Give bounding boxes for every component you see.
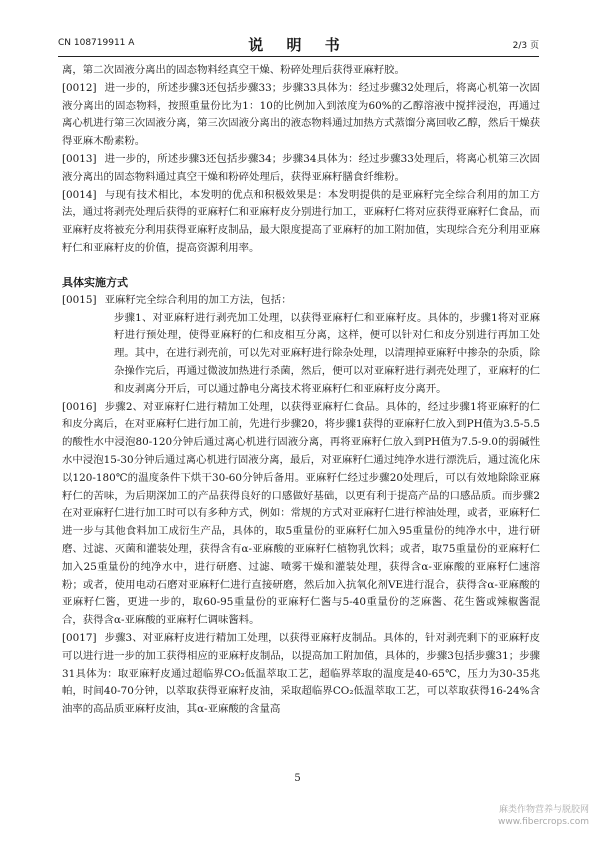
paragraph-0014 [62,187,540,258]
paragraph-text: 步骤2、对亚麻籽仁进行精加工处理，以获得亚麻籽仁食品。具体的，经过步骤1将亚麻籽的仁和皮分离后，在对亚麻籽仁进行加工前，先进行步骤20，将步骤1获得的亚麻籽仁放入到PH值为3.5-5.5的酸性水中浸泡80-120分钟后通过离心机进行固液分离，再将亚麻籽仁放入到PH值为7.5-9.0的弱碱性水中浸泡15-30分钟后通过离心机进行固液分离，最后，对亚麻籽仁通过纯净水进行漂洗后，通过流化床以120-180℃的温度条件下烘干30-60分钟后备用。亚麻籽仁经过步骤20处理后，可以有效地除除亚麻籽仁的苦味，为后期深加工的产品获得良好的口感做好基础，以更有利于提高产品的口感品质。而步骤2在对亚麻籽仁进行加工时可以有多种方式，例如：常规的方式对亚麻籽仁进行榨油处理，或者，亚麻籽仁进一步与其他食料加工成衍生产品，具体的，取5重量份的亚麻籽仁加入95重量份的纯净水中，进行研磨、过滤、灭菌和灌装处理，获得含有α-亚麻酸的亚麻籽仁植物乳饮料；或者，取75重量份的亚麻籽仁加入25重量份的纯净水中，进行研磨、过滤、喷雾干燥和灌装处理，获得含α-亚麻酸的亚麻籽仁速溶粉；或者，使用电动石磨对亚麻籽仁进行直接研磨，然后加入抗氧化剂VE进行混合，获得含α-亚麻酸的亚麻籽仁酱，更进一步的，取60-95重量份的亚麻籽仁酱与5-40重量份的芝麻酱、花生酱或辣椒酱混合，获得含α-亚麻酸的亚麻籽仁调味酱料。 [62,400,540,627]
paragraph-0017 [62,630,540,719]
paragraph-text: 进一步的，所述步骤3还包括步骤34；步骤34具体为：经过步骤33处理后，将离心机第三次固液分离出的固态物料通过真空干燥和粉碎处理后，获得亚麻籽膳食纤维粉。 [62,152,540,183]
paragraph-text: 与现有技术相比，本发明的优点和积极效果是：本发明提供的是亚麻籽完全综合利用的加工方法，通过将剥壳处理后获得的亚麻籽仁和亚麻籽皮分别进行加工，亚麻籽仁将对应获得亚麻籽仁食品，而亚麻籽皮将被充分利用获得亚麻籽皮制品，最大限度提高了亚麻籽的加工附加值，实现综合充分利用亚麻籽仁和亚麻籽皮的价值，提高资源利用率。 [62,188,540,254]
publication-number: CN 108719911 A [58,38,135,48]
paragraph-0015 [62,292,540,310]
paragraph-text: 步骤3、对亚麻籽皮进行精加工处理，以获得亚麻籽皮制品。具体的，针对剥壳剩下的亚麻籽皮可以进行进一步的加工获得相应的亚麻籽皮制品，以提高加工附加值，具体的，步骤3包括步骤31；步骤31具体为：取亚麻籽皮通过超临界CO₂低温萃取工艺，超临界萃取的温度是40-65℃，压力为30-35兆帕，时间40-70分钟，以萃取获得亚麻籽皮油，采取超临界CO₂低温萃取工艺，可以萃取获得16-24%含油率的高品质亚麻籽皮油，其α-亚麻酸的含量高 [62,631,540,716]
paragraph-number: [0014] [62,188,97,201]
page-header [58,34,539,52]
document-title: 说 明 书 [248,36,349,54]
watermark-url: www.fibercrops.com [498,817,589,827]
paragraph-text: 亚麻籽完全综合利用的加工方法，包括： [104,293,292,306]
paragraph-number: [0013] [62,152,97,165]
watermark-site-name: 麻类作物营养与脱胶网 [498,805,589,815]
section-gap [62,258,540,274]
paragraph-0016 [62,399,540,630]
header-rule [58,56,539,57]
paragraph-step-1: 步骤1、对亚麻籽进行剥壳加工处理，以获得亚麻籽仁和亚麻籽皮。具体的，步骤1将对亚麻籽进行预处理，使得亚麻籽的仁和皮相互分离，这样，便可以针对仁和皮分别进行再加工处理。其中，在进行剥壳前，可以先对亚麻籽进行除杂处理，以清理掉亚麻籽中掺杂的杂质，除杂操作完后，再通过微波加热进行杀菌，然后，便可以对亚麻籽进行剥壳处理了，亚麻籽的仁和皮剥离分开后，可以通过静电分离技术将亚麻籽仁和亚麻籽皮分离开。 [114,311,541,395]
paragraph-number: [0017] [62,631,97,644]
paragraph-continuation: 离，第二次固液分离出的固态物料经真空干燥、粉碎处理后获得亚麻籽胶。 [62,64,405,76]
section-heading: 具体实施方式 [62,275,128,289]
paragraph-0013 [62,151,540,187]
page-number: 5 [294,773,301,784]
paragraph-0012 [62,80,540,151]
watermark [498,804,589,828]
paragraph-number: [0016] [62,400,97,413]
paragraph-text: 进一步的，所述步骤3还包括步骤33；步骤33具体为：经过步骤32处理后，将离心机第一次固液分离出的固态物料，按照重量份比为1：10的比例加入到浓度为60%的乙醇溶液中搅拌浸泡，再通过离心机进行第三次固液分离，第三次固液分离出的液态物料通过加热方式蒸馏分离回收乙醇，然后干燥获得亚麻木酚素粉。 [62,81,540,148]
page-indicator: 2/3 页 [512,41,539,51]
document-body [62,62,540,719]
paragraph-number: [0012] [62,81,97,94]
paragraph-number: [0015] [62,293,97,306]
